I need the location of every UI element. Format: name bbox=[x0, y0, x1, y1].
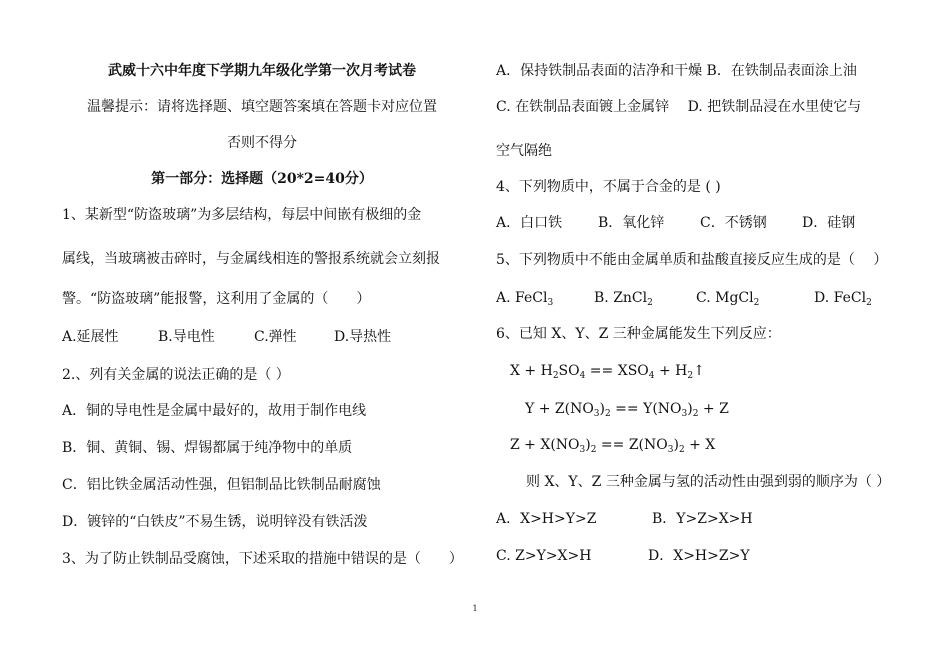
q2-option-b: B．铜、黄铜、锡、焊锡都属于纯净物中的单质 bbox=[62, 440, 353, 456]
exam-title: 武威十六中年度下学期九年级化学第一次月考试卷 bbox=[108, 63, 416, 79]
q6-option-c: C. Z>Y>X>H bbox=[496, 548, 592, 564]
q4-option-a: A．白口铁 bbox=[496, 215, 563, 231]
q5-options bbox=[496, 289, 872, 312]
q6-options-ab bbox=[496, 510, 753, 528]
q1-options bbox=[62, 328, 391, 346]
q6-options-cd bbox=[496, 547, 750, 565]
q1-option-a: A.延展性 bbox=[62, 329, 119, 345]
q3-option-d-continued: 空气隔绝 bbox=[496, 143, 552, 159]
q6-option-a: A．X>H>Y>Z bbox=[496, 511, 597, 527]
q5-option-c: C. MgCl2 bbox=[696, 290, 760, 308]
q6-question: 则 X、Y、Z 三种金属与氢的活动性由强到弱的顺序为（ ） bbox=[526, 474, 891, 490]
q6-option-d: D．X>H>Z>Y bbox=[648, 548, 750, 564]
q6-stem: 6、已知 X、Y、Z 三种金属能发生下列反应： bbox=[496, 326, 781, 342]
q1-option-d: D.导热性 bbox=[334, 329, 392, 345]
q6-equation-2: $Y + Z(NO_3)_2 == Y(NO_3)_2 + Z$ bbox=[525, 401, 729, 419]
q2-option-a: A．铜的导电性是金属中最好的，故用于制作电线 bbox=[62, 403, 367, 419]
q5-stem: 5、下列物质中不能由金属单质和盐酸直接反应生成的是（ ） bbox=[496, 252, 888, 268]
q1-option-b: B.导电性 bbox=[158, 329, 215, 345]
q1-line-2: 属线，当玻璃被击碎时，与金属线相连的警报系统就会立刻报 bbox=[62, 251, 440, 267]
q4-option-b: B．氧化锌 bbox=[598, 215, 665, 231]
page-number: 1 bbox=[472, 604, 478, 613]
q6-equation-3: $Z + X(NO_3)_2 == Z(NO_3)_2 + X$ bbox=[510, 437, 716, 455]
q5-option-a: A. FeCl3 bbox=[496, 290, 554, 308]
q4-option-d: D．硅钢 bbox=[802, 215, 856, 231]
q3-options-ab: A．保持铁制品表面的洁净和干燥 B．在铁制品表面涂上油 bbox=[496, 63, 857, 79]
q5-option-b: B. ZnCl2 bbox=[594, 290, 653, 308]
notice-line-1: 温馨提示：请将选择题、填空题答案填在答题卡对应位置 bbox=[87, 99, 437, 115]
q2-option-d: D．镀锌的“白铁皮”不易生锈，说明锌没有铁活泼 bbox=[62, 514, 368, 530]
q5-option-d: D. FeCl2 bbox=[814, 290, 872, 308]
q4-option-c: C．不锈钢 bbox=[700, 215, 767, 231]
q1-line-1: 1、某新型“防盗玻璃”为多层结构，每层中间嵌有极细的金 bbox=[62, 207, 422, 223]
q3-options-cd: C. 在铁制品表面镀上金属锌 D. 把铁制品浸在水里使它与 bbox=[496, 99, 862, 115]
q2-stem: 2.、列有关金属的说法正确的是（ ） bbox=[62, 367, 290, 383]
notice-line-2: 否则不得分 bbox=[227, 135, 297, 151]
q6-equation-1: $X + H_2SO_4 == XSO_4$ + $H_2↑$ bbox=[510, 363, 705, 381]
q4-options bbox=[496, 214, 855, 232]
q6-option-b: B．Y>Z>X>H bbox=[652, 511, 753, 527]
q2-option-c: C．铝比铁金属活动性强，但铝制品比铁制品耐腐蚀 bbox=[62, 477, 381, 493]
q4-stem: 4、下列物质中，不属于合金的是 ( ) bbox=[496, 179, 721, 195]
q3-stem: 3、为了防止铁制品受腐蚀，下述采取的措施中错误的是（ ） bbox=[62, 551, 463, 567]
q1-line-3: 警。“防盗玻璃”能报警，这利用了金属的（ ） bbox=[62, 291, 371, 307]
q1-option-c: C.弹性 bbox=[254, 329, 297, 345]
section-heading: 第一部分：选择题（20*2=40分） bbox=[151, 171, 373, 187]
